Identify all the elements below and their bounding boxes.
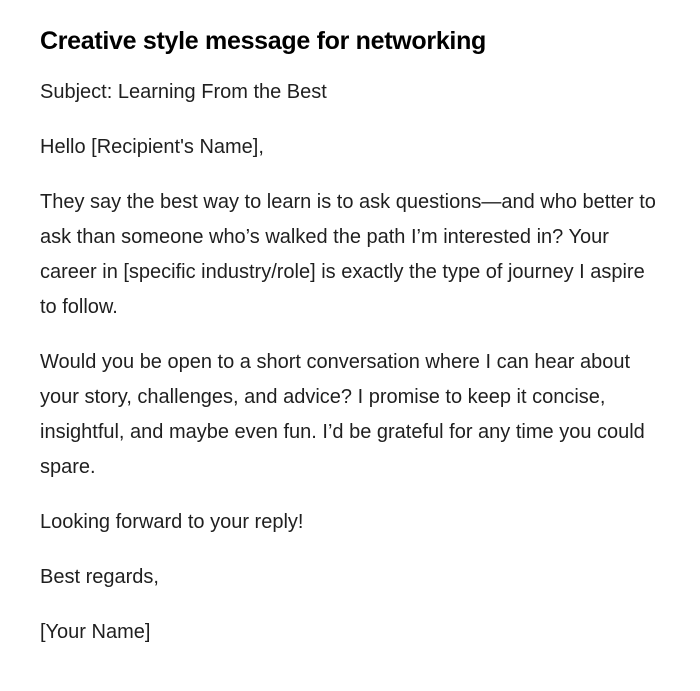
email-closing-line: Looking forward to your reply!: [40, 511, 304, 533]
email-signoff: Best regards,: [40, 566, 159, 588]
email-body-paragraph-2: Would you be open to a short conversation where I can hear about your story, challenges, and advice? I promise to keep it concise, insightful, and maybe even fun. I’d be grateful for any time you could spare.: [40, 351, 645, 478]
document-title: Creative style message for networking: [40, 27, 487, 55]
email-greeting: Hello [Recipient's Name],: [40, 136, 264, 158]
email-signature: [Your Name]: [40, 621, 151, 643]
email-body-paragraph-1: They say the best way to learn is to ask questions—and who better to ask than someone who’s walked the path I’m interested in? Your career in [specific industry/role] is exactly the type of journey I aspire to follow.: [40, 191, 656, 318]
email-subject: Subject: Learning From the Best: [40, 81, 327, 103]
